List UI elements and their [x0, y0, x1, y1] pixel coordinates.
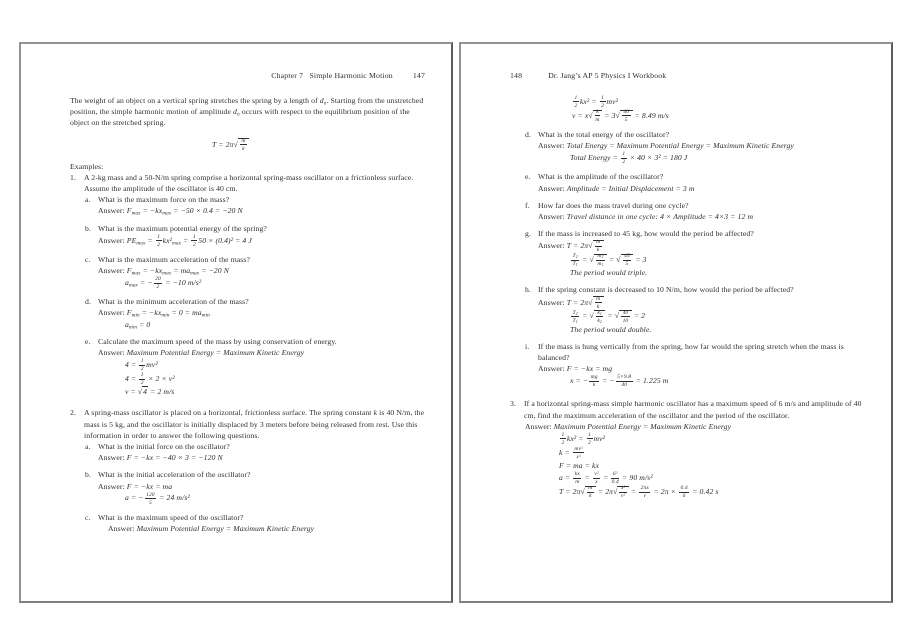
example-2-marker: 2.: [70, 408, 76, 418]
answer-1c: [98, 265, 431, 276]
answer-1e-text: Maximum Potential Energy = Maximum Kinetic Energy: [126, 347, 305, 357]
answer-2d-text: Total Energy = Maximum Potential Energy = Maximum Kinetic Energy: [566, 141, 794, 151]
work-2c-1: [572, 95, 871, 109]
answer-1b-text: $PE_{max}$ = $\frac{1}{2}$ $kx^2_{max}$ = $\frac{1}{2}$ 50 × (0.4)² = 4 J: [126, 233, 252, 248]
example-1-text: A 2-kg mass and a 50-N/m spring comprise a horizontal spring-mass oscillator on a frictionless surface. Assume the amplitude of the oscillator is 40 cm.: [84, 172, 414, 193]
answer-label: Answer:: [525, 421, 554, 431]
note-2g-text: The period would triple.: [570, 268, 648, 278]
answer-1b: [98, 234, 431, 248]
question-1c: [85, 254, 431, 265]
work-1e-2: [125, 372, 431, 386]
work-1d-text: $a_{min} = 0$: [125, 319, 151, 331]
work-1d: [125, 319, 431, 330]
answer-label: Answer:: [538, 141, 567, 151]
question-1e-marker: e.: [85, 336, 91, 346]
work-2h-text: $\frac{T_2}{T_1}$ = √ $\frac{k_1}{k_2}$ = √ $\frac{40}{10}$ = 2: [572, 309, 646, 324]
question-2i: [525, 341, 871, 363]
work-3-3-text: F = ma = kx: [559, 460, 600, 470]
question-2i-text: If the mass is hung vertically from the spring, how far would the spring stretch when the mass is balanced?: [538, 341, 844, 363]
work-3-2: [559, 446, 871, 460]
question-2a-marker: a.: [85, 441, 91, 451]
question-1d-marker: d.: [85, 297, 91, 307]
work-2c-2: [572, 109, 871, 123]
answer-label: Answer:: [98, 308, 127, 318]
answer-2b: [98, 481, 431, 492]
question-1a-marker: a.: [85, 195, 91, 205]
question-2g: [525, 228, 871, 239]
question-2b-marker: b.: [85, 470, 91, 480]
answer-2h-text: T = 2π√ $\frac{m}{k}$: [567, 296, 604, 306]
work-2c-1-text: $\frac{1}{2}$ kx² = $\frac{1}{2}$ mv²: [574, 95, 619, 109]
work-3-5-text: T = 2π√ $\frac{m}{k}$ = 2π√ $\frac{\text{x²}}{\text{v²}}$ = $\frac{2\pi x}{v}$ = 2π × $\frac{0.4}{6}$ = 0.42 s: [559, 485, 719, 500]
question-1a-text: What is the maximum force on the mass?: [98, 195, 230, 205]
work-2i-text: x = − $\frac{mg}{k}$ = − $\frac{5\times 9.8}{40}$ = 1.225 m: [570, 374, 669, 389]
answer-label: Answer:: [98, 481, 127, 491]
work-2d: [570, 151, 871, 165]
note-2h: [570, 324, 871, 335]
intro-paragraph-text: The weight of an object on a vertical spring stretches the spring by a length of $d_o$. Starting from the unstretched position, the simple harmonic motion of amplitude $d_o$ occurs with respect to the equilibrium position of the object on the stretched spring.: [70, 96, 424, 128]
note-2h-text: The period would double.: [570, 324, 652, 334]
example-2-text: A spring-mass oscillator is placed on a horizontal, frictionless surface. The spring constant k is 40 N/m, the mass is 5 kg, and the oscillator is initially displaced by 3 meters before being released from rest. Use this information in order to answer the following questions.: [84, 408, 425, 440]
example-3-marker: 3.: [510, 399, 516, 409]
work-3-2-text: k = $\frac{\text{mv²}}{\text{x²}}$: [559, 445, 583, 460]
example-1-marker: 1.: [70, 172, 76, 182]
answer-label: Answer:: [98, 235, 127, 245]
work-3-4-text: a = $\frac{kx}{m}$ = $\frac{\text{v²}}{x}$ = $\frac{\text{6²}}{0.4}$ = 90 m/s²: [559, 471, 653, 486]
question-2d-text: What is the total energy of the oscillator?: [538, 129, 670, 139]
example-2: [70, 407, 431, 441]
question-2g-marker: g.: [525, 229, 531, 239]
question-1d-text: What is the minimum acceleration of the mass?: [98, 297, 249, 307]
question-1d: [85, 296, 431, 307]
right-page-header: [461, 70, 891, 82]
question-1c-text: What is the maximum acceleration of the mass?: [98, 254, 251, 264]
question-2h-marker: h.: [525, 285, 531, 295]
work-2d-text: Total Energy = $\frac{1}{2}$ × 40 × 3² = 180 J: [570, 151, 688, 166]
answer-2f: [538, 211, 871, 222]
question-2c-text: What is the maximum speed of the oscillator?: [98, 512, 244, 522]
left-page-number: 147: [412, 71, 425, 80]
work-3-4: [559, 471, 871, 485]
answer-1d-text: $F_{min} = -kx_{min} = 0 = ma_{min}$: [126, 308, 210, 320]
answer-1e: [98, 347, 431, 358]
work-2g: [570, 253, 871, 267]
question-2a: [85, 441, 431, 452]
question-2c: [85, 512, 431, 523]
period-formula-text: T = 2π√ $\frac{m}{k}$: [212, 138, 249, 148]
example-3: [510, 398, 871, 420]
period-formula: [70, 138, 391, 152]
work-3-3: [559, 460, 871, 471]
question-2e-marker: e.: [525, 172, 531, 182]
answer-label: Answer:: [538, 211, 567, 221]
question-2h: [525, 284, 871, 295]
question-2f-marker: f.: [525, 200, 530, 210]
work-2h: [570, 310, 871, 324]
answer-2h: [538, 296, 871, 310]
work-3-5: [559, 485, 871, 499]
work-1c-text: $a_{max}$ = − $\frac{20}{2}$ = −10 m/s²: [125, 276, 202, 291]
question-2f: [525, 200, 871, 211]
book-title: Dr. Jang’s AP 5 Physics I Workbook: [548, 71, 667, 80]
intro-paragraph: [70, 95, 431, 129]
answer-label: Answer:: [108, 523, 137, 533]
answer-2a-text: F = −kx = −40 × 3 = −120 N: [126, 453, 223, 463]
answer-label: Answer:: [98, 206, 127, 216]
chapter-title: Chapter 7 Simple Harmonic Motion: [271, 71, 393, 80]
examples-label: [70, 161, 431, 172]
answer-2a: [98, 452, 431, 463]
question-2b-text: What is the initial acceleration of the oscillator?: [98, 470, 251, 480]
answer-3: [525, 421, 871, 432]
question-2f-text: How far does the mass travel during one cycle?: [538, 200, 689, 210]
answer-2g: [538, 239, 871, 253]
question-1b-marker: b.: [85, 223, 91, 233]
question-2i-marker: i.: [525, 341, 530, 351]
question-2b: [85, 469, 431, 480]
question-2g-text: If the mass is increased to 45 kg, how would the period be affected?: [538, 229, 754, 239]
answer-label: Answer:: [98, 453, 127, 463]
answer-label: Answer:: [98, 265, 127, 275]
page-left: [19, 42, 453, 603]
example-3-text: If a horizontal spring-mass simple harmonic oscillator has a maximum speed of 6 m/s and amplitude of 40 cm, find the maximum acceleration of the oscillator and the period of the oscillator.: [524, 399, 862, 420]
work-2g-text: $\frac{T_2}{T_1}$ = √ $\frac{m_2}{m_1}$ = √ $\frac{45}{5}$ = 3: [572, 253, 647, 268]
work-2b-text: a = − $\frac{120}{5}$ = 24 m/s²: [125, 491, 190, 506]
question-1a: [85, 194, 431, 205]
question-1e-text: Calculate the maximum speed of the mass by using conservation of energy.: [98, 336, 337, 346]
answer-2e: [538, 183, 871, 194]
answer-1d: [98, 307, 431, 318]
answer-2b-text: F = −kx = ma: [126, 481, 173, 491]
work-2b: [125, 492, 431, 506]
answer-2d: [538, 140, 871, 151]
answer-label: Answer:: [98, 347, 127, 357]
work-1c: [125, 276, 431, 290]
work-3-1: [559, 432, 871, 446]
answer-1a-text: $F_{max} = -kx_{max} = -50 \times 0.4 = -20$ N: [126, 206, 243, 218]
question-1e: [85, 336, 431, 347]
answer-label: Answer:: [538, 364, 567, 374]
work-1e-3: [125, 386, 431, 397]
answer-3-text: Maximum Potential Energy = Maximum Kinetic Energy: [553, 421, 732, 431]
answer-1c-text: $F_{max} = -kx_{max} = ma_{max} = -20$ N: [126, 265, 229, 277]
question-2e: [525, 171, 871, 182]
answer-label: Answer:: [538, 241, 567, 251]
work-1e-2-text: 4 = $\frac{1}{2}$ × 2 × v²: [125, 372, 175, 387]
right-page-number: 148: [510, 71, 523, 80]
answer-2i: [538, 363, 871, 374]
work-1e-3-text: v = √4 = 2 m/s: [125, 387, 175, 397]
left-page-body: [21, 82, 451, 534]
work-3-1-text: $\frac{1}{2}$ kx² = $\frac{1}{2}$ mv²: [561, 432, 606, 446]
answer-1a: [98, 205, 431, 216]
work-1e-1-text: 4 = $\frac{1}{2}$ mv²: [125, 358, 158, 373]
question-1c-marker: c.: [85, 254, 91, 264]
question-2h-text: If the spring constant is decreased to 10 N/m, how would the period be affected?: [538, 285, 794, 295]
answer-2e-text: Amplitude = Initial Displacement = 3 m: [566, 183, 695, 193]
question-2c-marker: c.: [85, 512, 91, 522]
answer-2g-text: T = 2π√ $\frac{m}{k}$: [567, 240, 604, 250]
answer-label: Answer:: [538, 297, 567, 307]
question-2d: [525, 129, 871, 140]
note-2g: [570, 267, 871, 278]
question-2d-marker: d.: [525, 129, 531, 139]
answer-label: Answer:: [538, 183, 567, 193]
work-1e-1: [125, 358, 431, 372]
question-1b: [85, 223, 431, 234]
left-page-header: [21, 70, 451, 82]
answer-2c-text: Maximum Potential Energy = Maximum Kinetic Energy: [136, 523, 315, 533]
question-2a-text: What is the initial force on the oscillator?: [98, 441, 230, 451]
page-right: [459, 42, 893, 603]
right-page-body: [461, 82, 891, 499]
question-1b-text: What is the maximum potential energy of the spring?: [98, 223, 267, 233]
question-2e-text: What is the amplitude of the oscillator?: [538, 172, 664, 182]
example-1: [70, 172, 431, 194]
answer-2c: [108, 523, 431, 534]
work-2i: [570, 374, 871, 388]
examples-label-text: Examples:: [70, 161, 104, 171]
work-2c-2-text: v = x√ $\frac{k}{m}$ = 3√ $\frac{40}{5}$ = 8.49 m/s: [572, 108, 669, 123]
answer-2i-text: F = −kx = mg: [566, 364, 613, 374]
answer-2f-text: Travel distance in one cycle: 4 × Amplitude = 4×3 = 12 m: [566, 211, 754, 221]
